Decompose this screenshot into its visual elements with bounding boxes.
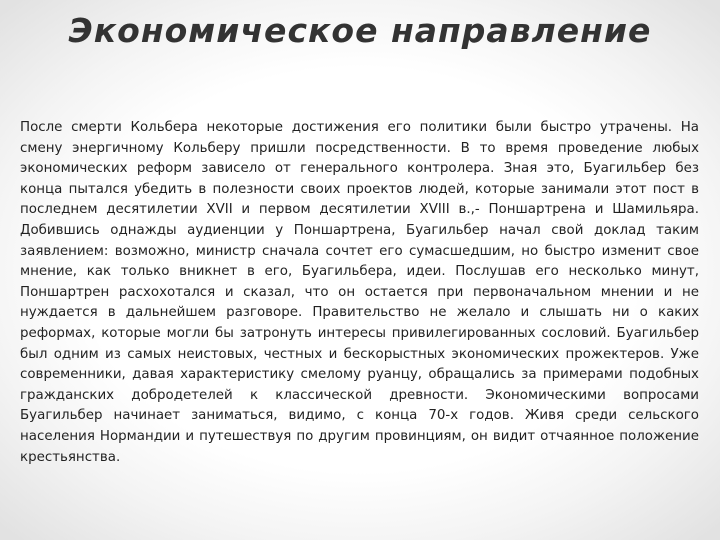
slide-title: Экономическое направление xyxy=(68,11,652,50)
slide-body-paragraph: После смерти Кольбера некоторые достижения его политики были быстро утрачены. На смену энергичному Кольберу пришли посредственности. В то время проведение любых экономических реформ зависело от генерального контролера. Зная это, Буагильбер без конца пытался убедить в полезности своих проектов людей, которые занимали этот пост в последнем десятилетии XVII и первом десятилетии XVIII в.,- Поншартрена и Шамильяра. Добившись однажды аудиенции у Поншартрена, Буагильбер начал свой доклад таким заявлением: возможно, министр сначала сочтет его сумасшедшим, но быстро изменит свое мнение, как только вникнет в его, Буагильбера, идеи. Послушав его несколько минут, Поншартрен расхохотался и сказал, что он остается при первоначальном мнении и не нуждается в дальнейшем разговоре. Правительство не желало и слышать ни о каких реформах, которые могли бы затронуть интересы привилегированных сословий. Буагильбер был одним из самых неистовых, честных и бескорыстных экономических прожектеров. Уже современники, давая характеристику смелому руанцу, обращались за примерами подобных гражданских добродетелей к классической древности. Экономическими вопросами Буагильбер начинает заниматься, видимо, с конца 70-х годов. Живя среди сельского населения Нормандии и путешествуя по другим провинциям, он видит отчаянное положение крестьянства. xyxy=(20,120,699,465)
